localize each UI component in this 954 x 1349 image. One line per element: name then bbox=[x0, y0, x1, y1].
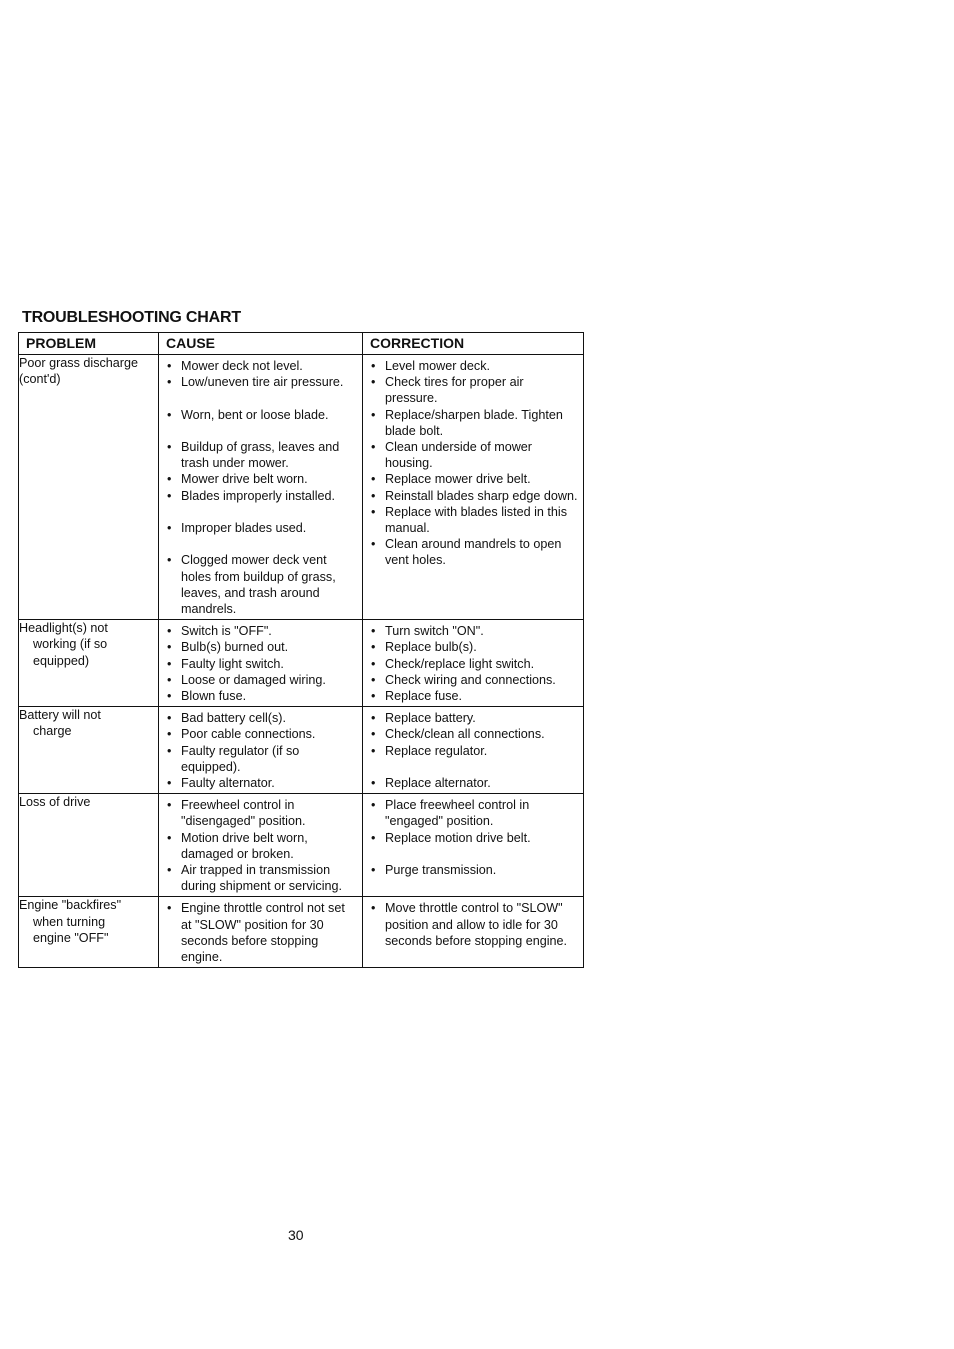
chart-title: TROUBLESHOOTING CHART bbox=[22, 309, 241, 326]
table-row bbox=[19, 794, 584, 897]
correction-item: • Replace regulator. bbox=[371, 743, 579, 759]
correction-item: • Replace bulb(s). bbox=[371, 639, 579, 655]
cause-cell bbox=[159, 620, 363, 707]
correction-item: • Clean around mandrels to open vent holes. bbox=[371, 536, 579, 568]
correction-item: • Replace mower drive belt. bbox=[371, 471, 579, 487]
cause-item: • Motion drive belt worn, damaged or broken. bbox=[167, 830, 358, 862]
correction-cell bbox=[363, 897, 584, 968]
header-cause: CAUSE bbox=[159, 333, 363, 355]
table-row bbox=[19, 897, 584, 968]
correction-item: • Level mower deck. bbox=[371, 358, 579, 374]
problem-cell bbox=[19, 707, 159, 794]
table-row bbox=[19, 707, 584, 794]
correction-item: • Place freewheel control in "engaged" position. bbox=[371, 797, 579, 829]
cause-item: • Improper blades used. bbox=[167, 520, 358, 536]
correction-item: • Replace fuse. bbox=[371, 688, 579, 704]
cause-item: • Clogged mower deck vent holes from buildup of grass, leaves, and trash around mandrels. bbox=[167, 552, 358, 617]
correction-item: • Replace battery. bbox=[371, 710, 579, 726]
correction-item: • Check/replace light switch. bbox=[371, 656, 579, 672]
page-number: 30 bbox=[288, 1227, 304, 1243]
cause-item: • Low/uneven tire air pressure. bbox=[167, 374, 358, 390]
problem-text: Headlight(s) not bbox=[19, 621, 108, 636]
header-correction: CORRECTION bbox=[363, 333, 584, 355]
cause-item: • Switch is "OFF". bbox=[167, 623, 358, 639]
header-problem: PROBLEM bbox=[19, 333, 159, 355]
cause-cell bbox=[159, 794, 363, 897]
cause-item: • Faulty regulator (if so equipped). bbox=[167, 743, 358, 775]
correction-item: • Check/clean all connections. bbox=[371, 726, 579, 742]
cause-item: • Bulb(s) burned out. bbox=[167, 639, 358, 655]
problem-text: Poor grass discharge bbox=[19, 356, 139, 370]
problem-cell bbox=[19, 620, 159, 707]
cause-item: • Mower drive belt worn. bbox=[167, 471, 358, 487]
cause-cell bbox=[159, 897, 363, 968]
problem-cell bbox=[19, 794, 159, 897]
table-row bbox=[19, 355, 584, 620]
correction-item: • Replace with blades listed in this manual. bbox=[371, 504, 579, 536]
problem-text: (cont'd) bbox=[19, 372, 61, 387]
correction-item: • Check wiring and connections. bbox=[371, 672, 579, 688]
cause-item: • Blown fuse. bbox=[167, 688, 358, 704]
problem-text: engine "OFF" bbox=[33, 930, 109, 945]
cause-item: • Freewheel control in "disengaged" position. bbox=[167, 797, 358, 829]
correction-cell bbox=[363, 707, 584, 794]
problem-text: Engine "backfires" bbox=[19, 898, 122, 913]
problem-text: when turning bbox=[33, 914, 106, 929]
cause-item: • Worn, bent or loose blade. bbox=[167, 407, 358, 423]
troubleshooting-table bbox=[18, 332, 584, 968]
cause-item: • Faulty alternator. bbox=[167, 775, 358, 791]
correction-cell bbox=[363, 620, 584, 707]
cause-item: • Air trapped in transmission during shipment or servicing. bbox=[167, 862, 358, 894]
correction-item: • Replace alternator. bbox=[371, 775, 579, 791]
correction-cell bbox=[363, 355, 584, 620]
correction-cell bbox=[363, 794, 584, 897]
correction-item: • Turn switch "ON". bbox=[371, 623, 579, 639]
problem-text: Battery will not bbox=[19, 708, 101, 723]
correction-item: • Move throttle control to "SLOW" position and allow to idle for 30 seconds before stopping engine. bbox=[371, 900, 579, 949]
correction-item: • Check tires for proper air pressure. bbox=[371, 374, 579, 406]
correction-item: • Purge transmission. bbox=[371, 862, 579, 878]
cause-cell bbox=[159, 707, 363, 794]
problem-text: working (if so bbox=[33, 637, 108, 652]
cause-item: • Mower deck not level. bbox=[167, 358, 358, 374]
correction-item: • Clean underside of mower housing. bbox=[371, 439, 579, 471]
correction-item: • Replace motion drive belt. bbox=[371, 830, 579, 846]
problem-text: charge bbox=[33, 724, 72, 739]
table-row bbox=[19, 620, 584, 707]
problem-text: equipped) bbox=[33, 653, 90, 668]
cause-item: • Loose or damaged wiring. bbox=[167, 672, 358, 688]
cause-item: • Blades improperly installed. bbox=[167, 488, 358, 504]
cause-item: • Bad battery cell(s). bbox=[167, 710, 358, 726]
cause-item: • Poor cable connections. bbox=[167, 726, 358, 742]
correction-item: • Reinstall blades sharp edge down. bbox=[371, 488, 579, 504]
table-header-row bbox=[19, 333, 584, 355]
problem-cell bbox=[19, 897, 159, 968]
cause-cell bbox=[159, 355, 363, 620]
cause-item: • Engine throttle control not set at "SLOW" position for 30 seconds before stopping engine. bbox=[167, 900, 358, 965]
cause-item: • Buildup of grass, leaves and trash under mower. bbox=[167, 439, 358, 471]
cause-item: • Faulty light switch. bbox=[167, 656, 358, 672]
correction-item: • Replace/sharpen blade. Tighten blade bolt. bbox=[371, 407, 579, 439]
problem-text: Loss of drive bbox=[19, 795, 91, 810]
problem-cell bbox=[19, 355, 159, 620]
